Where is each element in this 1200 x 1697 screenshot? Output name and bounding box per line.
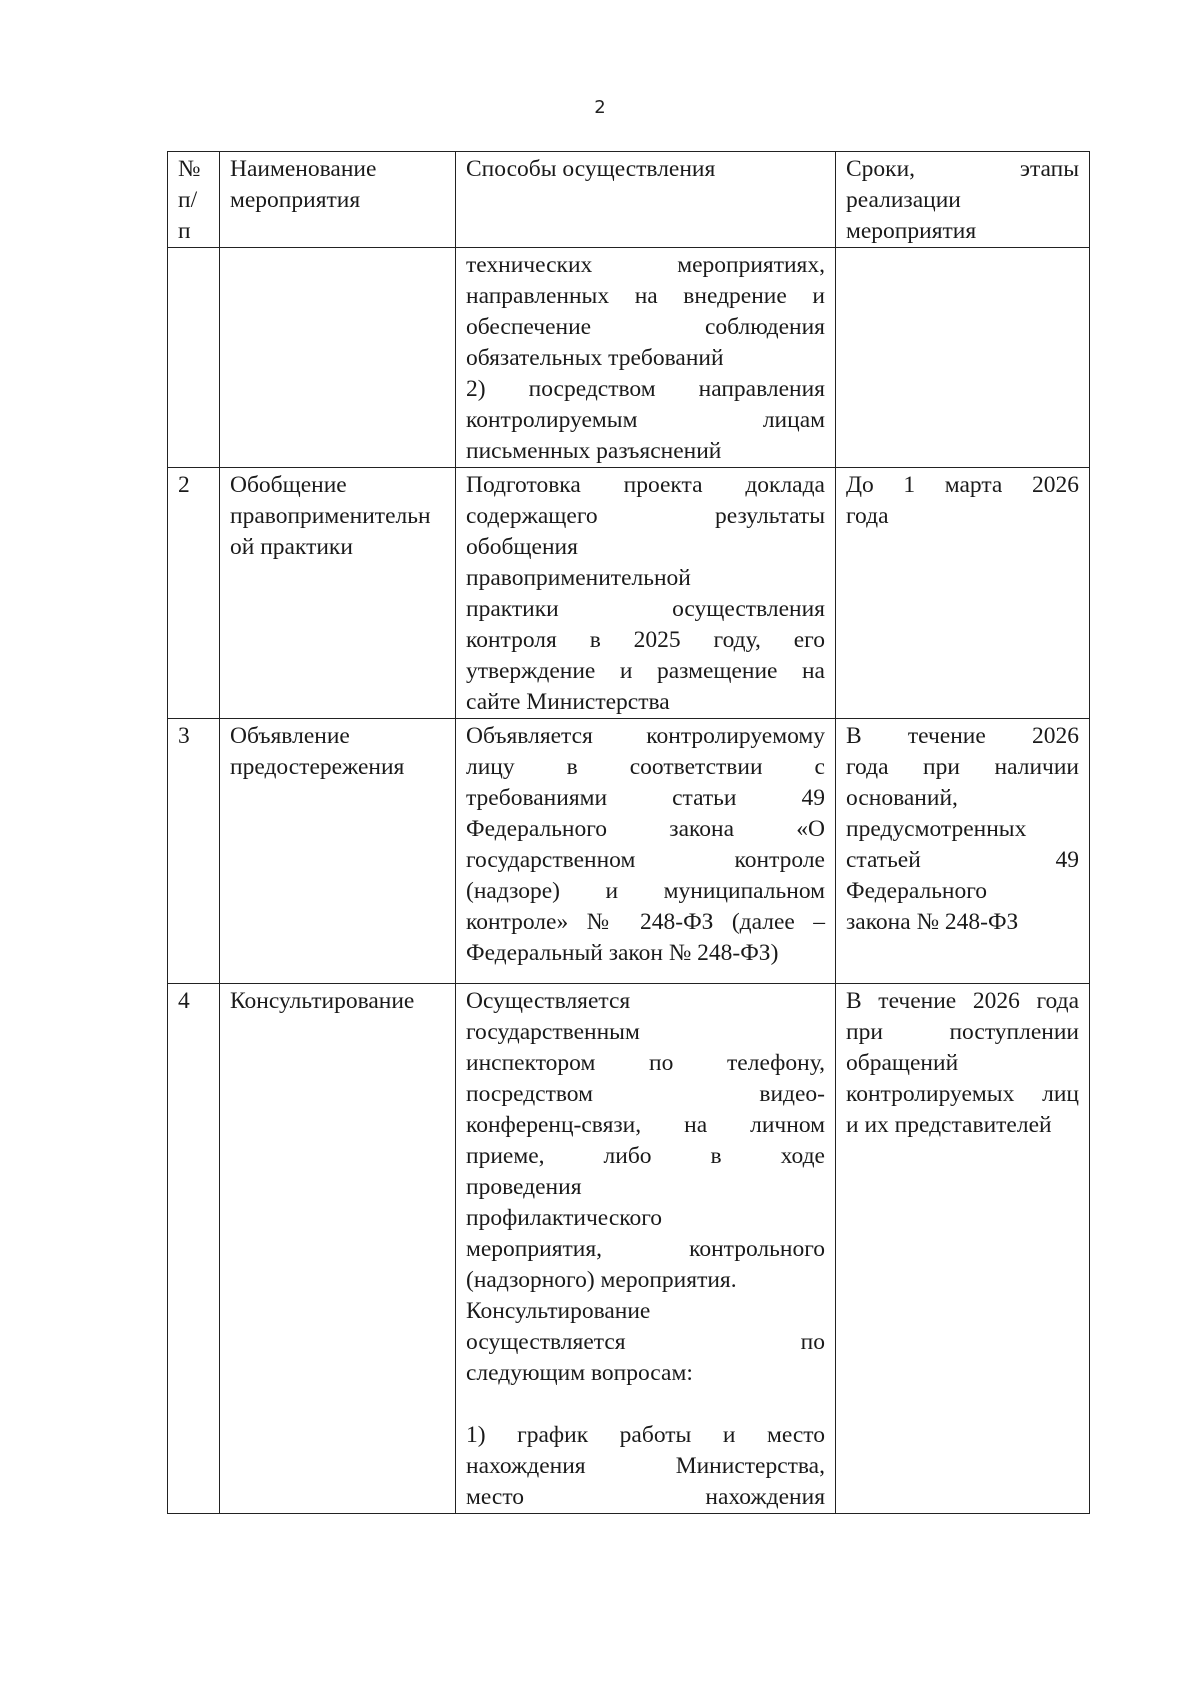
header-term-cell [836,152,1090,248]
row3-method-line: Федерального закона «О [466,816,825,842]
table-row [168,719,1090,984]
row3-method-line: Федеральный закон № 248-ФЗ) [466,940,779,966]
header-term-line: Сроки, этапы [846,156,1079,182]
row4-method-blank-line [466,1389,825,1420]
row-cont-method-line: обязательных требований [466,345,724,371]
row4-method-line: Осуществляется [466,988,631,1014]
row3-term-line: В течение 2026 [846,723,1079,749]
row2-name-line: Обобщение [230,472,347,498]
header-num-line: п/ [178,187,198,213]
row-cont-method-line: технических мероприятиях, [466,252,825,278]
row3-name-line: предостережения [230,754,405,780]
row-cont-num-cell [168,248,220,468]
row2-num-cell [168,468,220,719]
header-name-line: Наименование [230,156,377,182]
row4-term-cell [836,984,1090,1514]
row-cont-method-line: письменных разъяснений [466,438,722,464]
row2-method-line: практики осуществления [466,596,825,622]
row2-term-line: года [846,503,889,529]
row4-method-line: профилактического [466,1205,663,1231]
row3-term-line: закона № 248-ФЗ [846,909,1019,935]
row3-num-cell [168,719,220,984]
row4-method-line: осуществляется по [466,1329,825,1355]
row-cont-method-line: 2) посредством направления [466,376,825,402]
row4-term-line: контролируемых лиц [846,1081,1079,1107]
row3-method-line: (надзоре) и муниципальном [466,878,825,904]
row4-name-cell [220,984,456,1514]
table-row [168,468,1090,719]
row2-method-line: правоприменительной [466,565,691,591]
row2-name-line: ой практики [230,534,353,560]
header-name-cell [220,152,456,248]
row3-term-line: предусмотренных [846,816,1027,842]
row4-num-cell [168,984,220,1514]
header-method-line: Способы осуществления [466,156,716,182]
table-row [168,248,1090,468]
row3-method-line: государственном контроле [466,847,825,873]
row2-method-line: сайте Министерства [466,689,670,715]
row3-method-line: требованиями статьи 49 [466,785,825,811]
row3-term-cell [836,719,1090,984]
row4-method-line: инспектором по телефону, [466,1050,825,1076]
row4-method-line: проведения [466,1174,582,1200]
row3-term-line: статьей 49 [846,847,1079,873]
row4-num: 4 [178,988,190,1014]
row3-name-line: Объявление [230,723,350,749]
row3-method-cell [456,719,836,984]
table-header-row [168,152,1090,248]
row4-method-line: место нахождения [466,1484,825,1510]
activities-table [167,151,1090,1514]
page-number: 2 [594,97,606,118]
row-cont-method-line: направленных на внедрение и [466,283,825,309]
row4-method-line: следующим вопросам: [466,1360,693,1386]
row3-name-cell [220,719,456,984]
row3-num: 3 [178,723,190,749]
row2-term-line: До 1 марта 2026 [846,472,1079,498]
row4-method-line: Консультирование [466,1298,651,1324]
row4-method-line: посредством видео- [466,1081,825,1107]
row-cont-term-cell [836,248,1090,468]
header-name-line: мероприятия [230,187,361,213]
row2-method-line: Подготовка проекта доклада [466,472,825,498]
row-cont-method-line: контролируемым лицам [466,407,825,433]
row4-method-line: приеме, либо в ходе [466,1143,825,1169]
row4-term-line: обращений [846,1050,959,1076]
row3-method-line: лицу в соответствии с [466,754,825,780]
row3-bottom-space [466,969,825,983]
header-method-cell [456,152,836,248]
row3-method-line: Объявляется контролируемому [466,723,825,749]
row4-method-line: 1) график работы и место [466,1422,825,1448]
header-num-cell [168,152,220,248]
row3-term-line: оснований, [846,785,958,811]
row4-method-line: конференц-связи, на личном [466,1112,825,1138]
header-term-line: мероприятия [846,218,977,244]
row4-method-line: государственным [466,1019,640,1045]
row-cont-method-line: обеспечение соблюдения [466,314,825,340]
header-term-line: реализации [846,187,961,213]
row-cont-method-cell [456,248,836,468]
row4-term-line: при поступлении [846,1019,1079,1045]
row2-name-line: правоприменительн [230,503,431,529]
row2-method-line: содержащего результаты [466,503,825,529]
row2-method-line: контроля в 2025 году, его [466,627,825,653]
row4-term-line: и их представителей [846,1112,1052,1138]
header-num-line: № [178,156,201,182]
row2-term-cell [836,468,1090,719]
row4-term-line: В течение 2026 года [846,988,1079,1014]
row3-term-line: Федерального [846,878,988,904]
row3-term-line: года при наличии [846,754,1079,780]
row2-method-line: обобщения [466,534,578,560]
row2-num: 2 [178,472,190,498]
table-row [168,984,1090,1514]
header-num-line: п [178,218,191,244]
row4-method-line: (надзорного) мероприятия. [466,1267,737,1293]
row2-method-cell [456,468,836,719]
row3-method-line: контроле» № 248-ФЗ (далее – [466,909,825,935]
row2-method-line: утверждение и размещение на [466,658,825,684]
row4-method-line: нахождения Министерства, [466,1453,825,1479]
row4-method-line: мероприятия, контрольного [466,1236,825,1262]
row4-method-cell [456,984,836,1514]
row2-name-cell [220,468,456,719]
row4-name-line: Консультирование [230,988,415,1014]
row-cont-name-cell [220,248,456,468]
